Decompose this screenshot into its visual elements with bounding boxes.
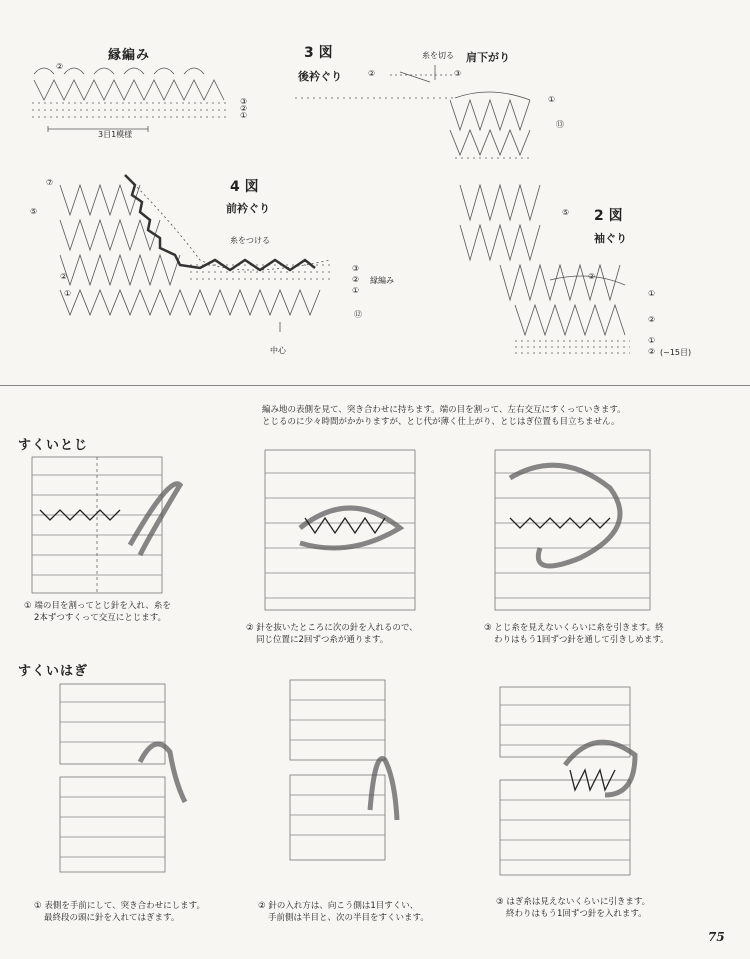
toji-caption-1b: 2本ずつすくって交互にとじます。 — [34, 613, 167, 623]
fig4-row-3: ③ — [352, 264, 360, 273]
fig4-row-1b: ① — [352, 286, 360, 295]
hagi-caption-3a: ③ はぎ糸は見えないくらいに引きます。 — [496, 897, 651, 907]
fig3-note-cut: 糸を切る — [422, 51, 454, 60]
hagi-caption-2b: 手前側は半目と、次の半目をすくいます。 — [268, 913, 429, 923]
hagi-caption-1b: 最終段の頭に針を入れてはぎます。 — [44, 913, 180, 923]
hagi-caption-1a: ① 表側を手前にして、突き合わせにします。 — [34, 901, 205, 911]
fig3-row-2: ② — [368, 69, 376, 78]
toji-illust-2 — [250, 448, 430, 618]
fig2-chart — [450, 175, 650, 365]
fig3-row-3: ③ — [454, 69, 462, 78]
fuchi-mark-top: ② — [56, 62, 64, 71]
fig4-row-7: ⑦ — [46, 178, 54, 187]
fig4-center: 中心 — [270, 346, 286, 355]
fig2-row-1b: ① — [648, 336, 656, 345]
fig4-title: 4 図 — [230, 179, 259, 195]
fig2-row-1a: ① — [648, 289, 656, 298]
fig4-row-12: ⑫ — [354, 310, 362, 319]
fig2-row-2b: ② — [648, 315, 656, 324]
hagi-illust-3 — [495, 685, 645, 880]
fig3-title: 3 図 — [304, 45, 333, 61]
fig4-row-2a: ② — [60, 272, 68, 281]
toji-caption-2b: 同じ位置に2回ずつ糸が通ります。 — [256, 635, 389, 645]
toji-caption-3b: わりはもう1回ずつ針を通して引きしめます。 — [494, 635, 669, 645]
intro-line-1: 編み地の表側を見て、突き合わせに持ちます。端の目を割って、左右交互にすくっていきます。 — [262, 405, 626, 415]
intro-line-2: とじるのに少々時間がかかりますが、とじ代が薄く仕上がり、とじはぎ位置も目立ちません。 — [262, 417, 620, 427]
fig2-sub: 袖ぐり — [594, 232, 627, 245]
fig3-row-13: ⑬ — [556, 120, 564, 129]
fuchi-row-2: ② — [240, 104, 248, 113]
fig2-row-2a: ② — [588, 272, 596, 281]
fig3-note-shoulder: 肩下がり — [466, 51, 510, 64]
fig2-row-2c: ② — [648, 347, 656, 356]
fig3-row-1: ① — [548, 95, 556, 104]
fig3-chart — [290, 60, 550, 170]
toji-illust-1 — [30, 455, 200, 595]
hagi-illust-2 — [285, 670, 425, 870]
fuchi-row-3: ③ — [240, 97, 248, 106]
sukui-toji-title: すくいとじ — [18, 438, 89, 453]
toji-caption-2a: ② 針を抜いたところに次の針を入れるので、 — [246, 623, 418, 633]
fuchi-row-1: ① — [240, 111, 248, 120]
hagi-caption-3b: 終わりはもう1回ずつ針を入れます。 — [506, 909, 647, 919]
fuchi-chart — [30, 60, 240, 140]
toji-caption-3a: ③ とじ糸を見えないくらいに糸を引きます。終 — [484, 623, 664, 633]
fig4-row-1a: ① — [64, 289, 72, 298]
sukui-hagi-title: すくいはぎ — [18, 664, 89, 679]
section-divider — [0, 385, 750, 386]
toji-illust-3 — [480, 448, 670, 618]
fig4-row-2b: ② — [352, 275, 360, 284]
fuchi-title: 縁編み — [108, 48, 151, 63]
hagi-caption-2a: ② 針の入れ方は、向こう側は1目すくい、 — [258, 901, 419, 911]
fig2-note: (~15目) — [660, 348, 692, 357]
fig2-title: 2 図 — [594, 208, 623, 224]
fig4-row-5: ⑤ — [30, 207, 38, 216]
fig4-chart — [40, 160, 360, 340]
page-number: 75 — [708, 930, 725, 944]
toji-caption-1a: ① 端の目を割ってとじ針を入れ、糸を — [24, 601, 171, 611]
fig3-sub: 後衿ぐり — [298, 70, 342, 83]
fuchi-repeat: 3目1模様 — [98, 130, 133, 139]
fig4-edge-label: 縁編み — [370, 276, 394, 285]
fig4-note-attach: 糸をつける — [230, 236, 270, 245]
hagi-illust-1 — [55, 682, 205, 877]
fig2-row-5: ⑤ — [562, 208, 570, 217]
fig4-sub: 前衿ぐり — [226, 202, 270, 215]
